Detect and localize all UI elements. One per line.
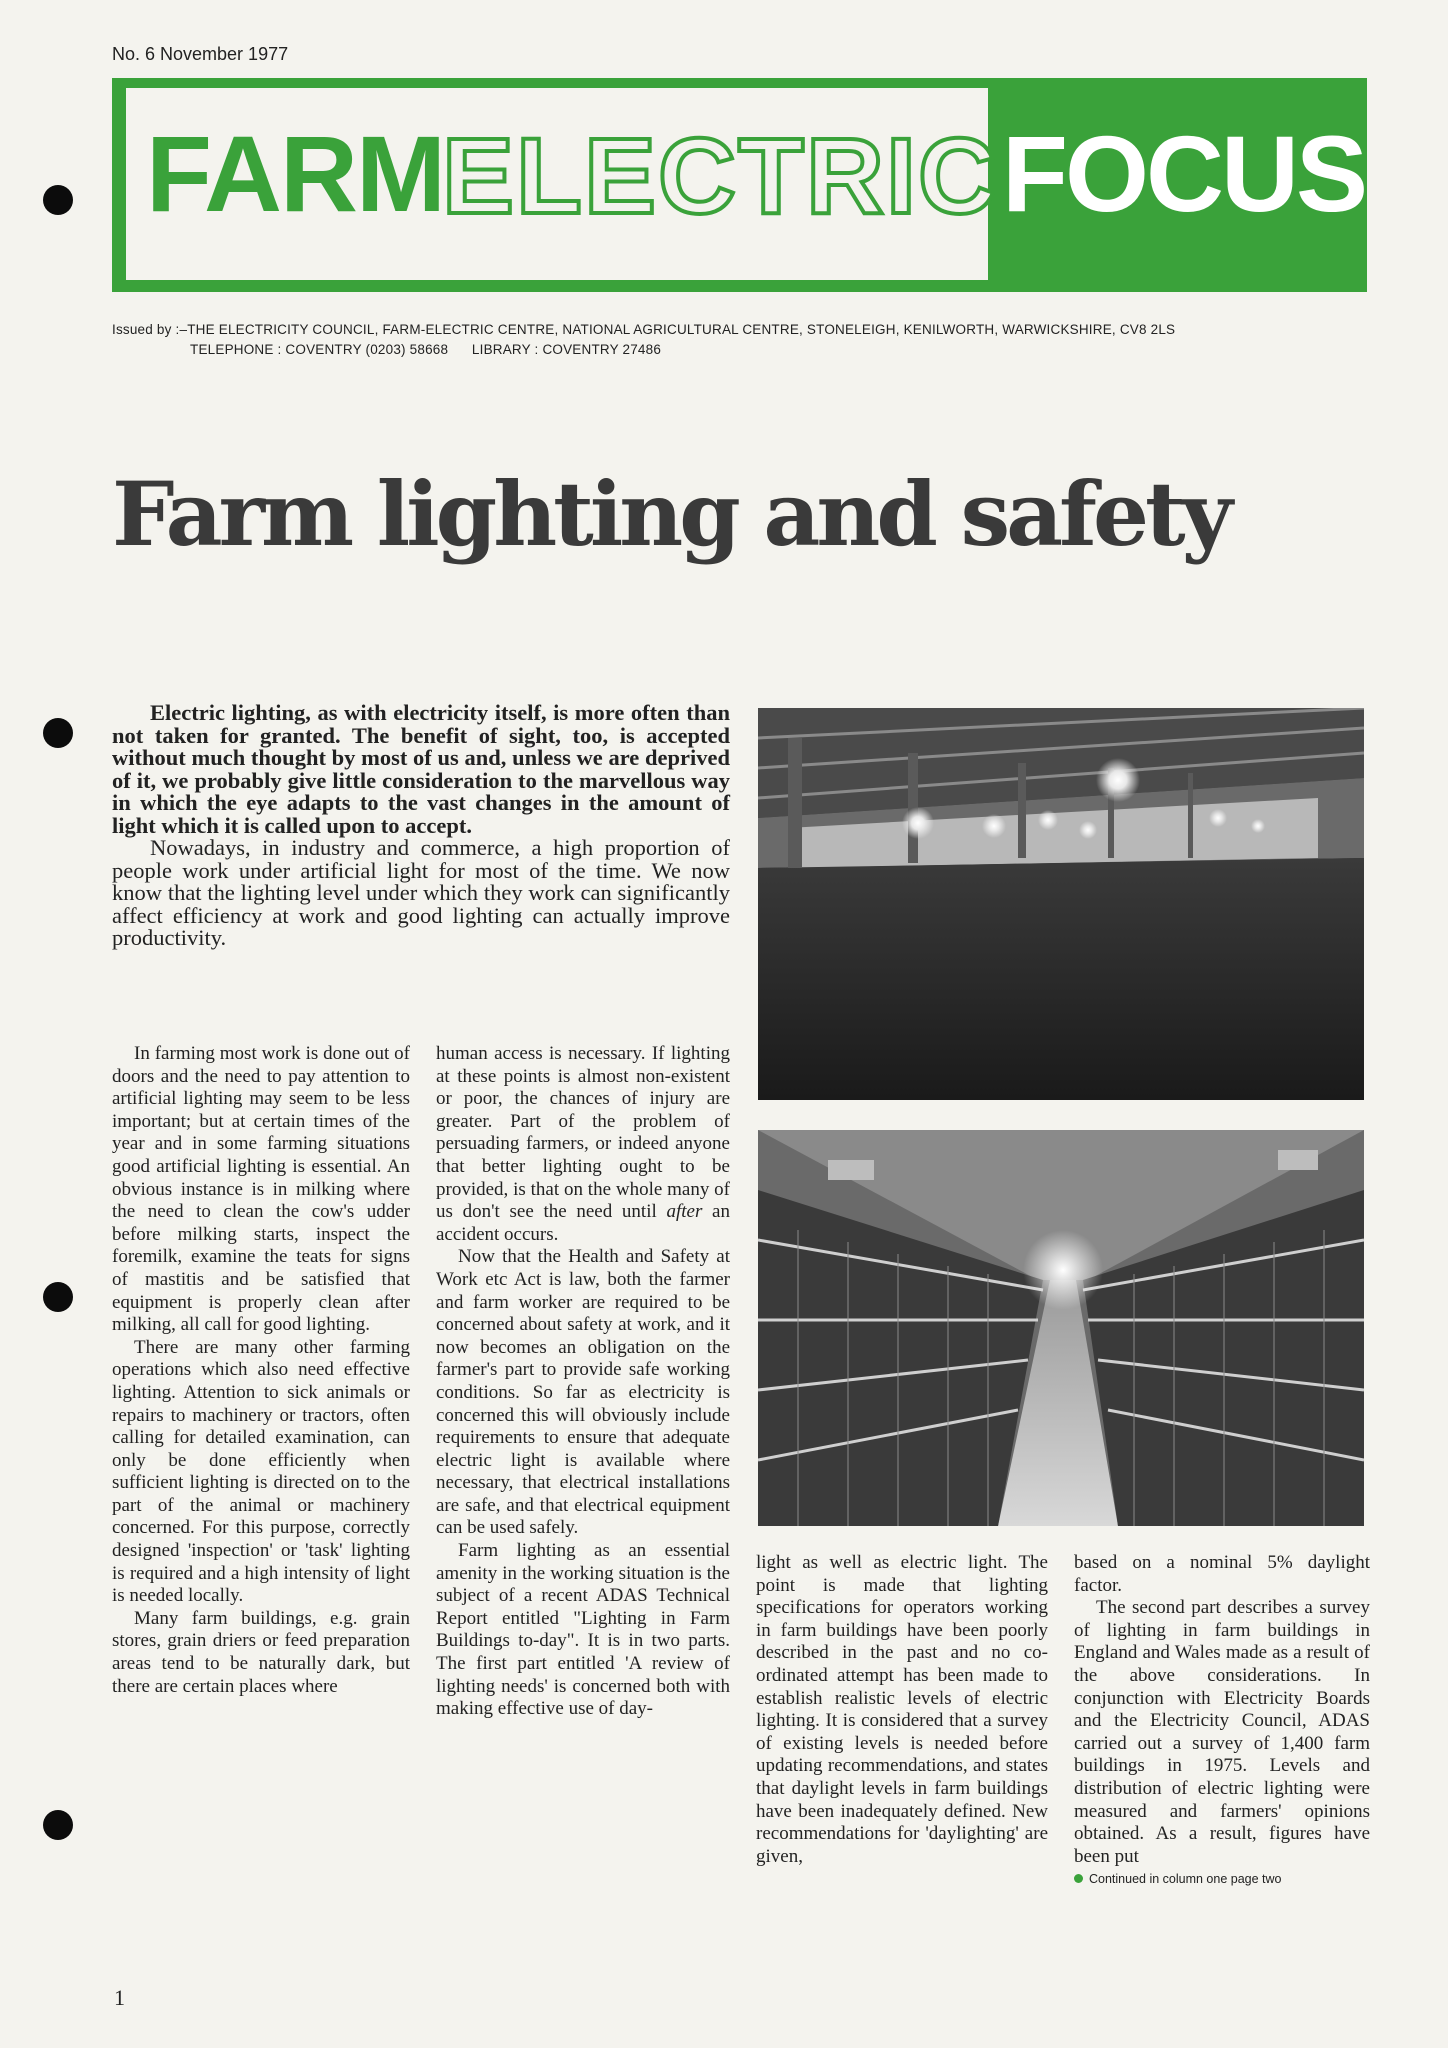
issued-by-line2: TELEPHONE : COVENTRY (0203) 58668 LIBRARY : COVENTRY 27486 bbox=[190, 342, 662, 357]
binder-hole-4 bbox=[43, 1810, 73, 1840]
photo-poultry-house bbox=[758, 1130, 1364, 1526]
lead-bold: Electric lighting, as with electricity itself, is more often than not taken for granted. The benefit of sight, too, is accepted without much thought by most of us and, unless we are deprived of it, we probably give little consideration to the marvellous way in which the eye adapts to the vast changes in the amount of light which it is called upon to accept. bbox=[112, 700, 730, 838]
lead-paragraphs bbox=[112, 702, 730, 950]
green-bullet-icon bbox=[1074, 1874, 1083, 1883]
masthead-focus: FOCUS bbox=[1002, 113, 1365, 234]
masthead-electric: ELECTRIC bbox=[442, 115, 998, 236]
column-1 bbox=[112, 1043, 410, 1698]
col2-p2: Now that the Health and Safety at Work etc Act is law, both the farmer and farm worker are required to be concerned about safety at work, and it now becomes an obligation on the farmer's part to provide safe working conditions. So far as electricity is concerned this will obviously include requirements to ensure that adequate electric light is available where necessary, that electrical installations are safe, and that electrical equipment can be used safely. bbox=[436, 1246, 730, 1539]
col1-p2: There are many other farming operations which also need effective lighting. Attention to sick animals or repairs to machinery or tractors, often calling for detailed examination, can only be done efficiently when sufficient lighting is directed on to the part of the animal or machinery concerned. For this purpose, correctly designed 'inspection' or 'task' lighting is required and a high intensity of light is needed locally. bbox=[112, 1336, 410, 1607]
col2-p1-italic: after bbox=[666, 1201, 703, 1223]
barn-interior-image bbox=[758, 708, 1364, 1100]
col4-p2: The second part describes a survey of lighting in farm buildings in England and Wales made as a result of the above considerations. In conjunction with Electricity Boards and the Electricity Council, ADAS carried out a survey of 1,400 farm buildings in 1975. Levels and distribution of electric lighting were measured and farmers' opinions obtained. As a result, figures have been put bbox=[1074, 1597, 1370, 1867]
column-4 bbox=[1074, 1552, 1370, 1891]
masthead-farm: FARM bbox=[146, 113, 444, 234]
continued-text: Continued in column one page two bbox=[1089, 1872, 1282, 1887]
col1-p1: In farming most work is done out of doors and the need to pay attention to artificial lighting may seem to be less important; but at certain times of the year and in some farming situations good artificial lighting is essential. An obvious instance is in milking where the need to clean the cow's udder before milking starts, inspect the foremilk, examine the teats for signs of mastitis and be satisfied that equipment is properly clean after milking, all call for good lighting. bbox=[112, 1043, 410, 1336]
column-3 bbox=[756, 1552, 1048, 1868]
col4-p1: based on a nominal 5% daylight factor. bbox=[1074, 1552, 1370, 1596]
issued-by bbox=[112, 320, 1372, 360]
poultry-house-image bbox=[758, 1130, 1364, 1526]
column-2 bbox=[436, 1043, 730, 1721]
binder-hole-2 bbox=[43, 718, 73, 748]
photo-barn-interior bbox=[758, 708, 1364, 1100]
headline: Farm lighting and safety bbox=[112, 462, 1229, 566]
continued-note bbox=[1074, 1868, 1370, 1891]
col2-p1a: human access is necessary. If lighting at these points is almost non-existent or poor, the chances of injury are greater. Part of the problem of persuading farmers, or indeed anyone that better lighting ought to be provided, is that on the whole many of us don't see the need until bbox=[436, 1043, 730, 1223]
col2-p1 bbox=[436, 1043, 730, 1246]
col2-p1b: an accident occurs. bbox=[436, 1201, 730, 1245]
col2-p3: Farm lighting as an essential amenity in the working situation is the subject of a recent ADAS Technical Report entitled "Lighting in Farm Buildings to-day". It is in two parts. The first part entitled 'A review of lighting needs' is concerned both with making effective use of day- bbox=[436, 1540, 730, 1720]
lead-normal: Nowadays, in industry and commerce, a high proportion of people work under artificial light for most of the time. We now know that the lighting level under which they work can significantly affect efficiency at work and good lighting can actually improve productivity. bbox=[112, 835, 730, 950]
issue-line: No. 6 November 1977 bbox=[112, 44, 289, 64]
page-number: 1 bbox=[114, 1985, 125, 2010]
issued-by-line1: Issued by :–THE ELECTRICITY COUNCIL, FARM-ELECTRIC CENTRE, NATIONAL AGRICULTURAL CENTRE, STONELEIGH, KENILWORTH, WARWICKSHIRE, CV8 2LS bbox=[112, 322, 1176, 337]
binder-hole-1 bbox=[43, 185, 73, 215]
binder-hole-3 bbox=[43, 1282, 73, 1312]
col1-p3: Many farm buildings, e.g. grain stores, grain driers or feed preparation areas tend to be naturally dark, but there are certain places where bbox=[112, 1607, 410, 1697]
masthead bbox=[112, 78, 1367, 292]
col3-p1: light as well as electric light. The point is made that lighting specifications for operators working in farm buildings have been poorly described in the past and no co-ordinated attempt has been made to establish realistic levels of electric lighting. It is considered that a survey of existing levels is needed before updating recommendations, and states that daylight levels in farm buildings have been inadequately defined. New recommendations for 'daylighting' are given, bbox=[756, 1552, 1048, 1867]
